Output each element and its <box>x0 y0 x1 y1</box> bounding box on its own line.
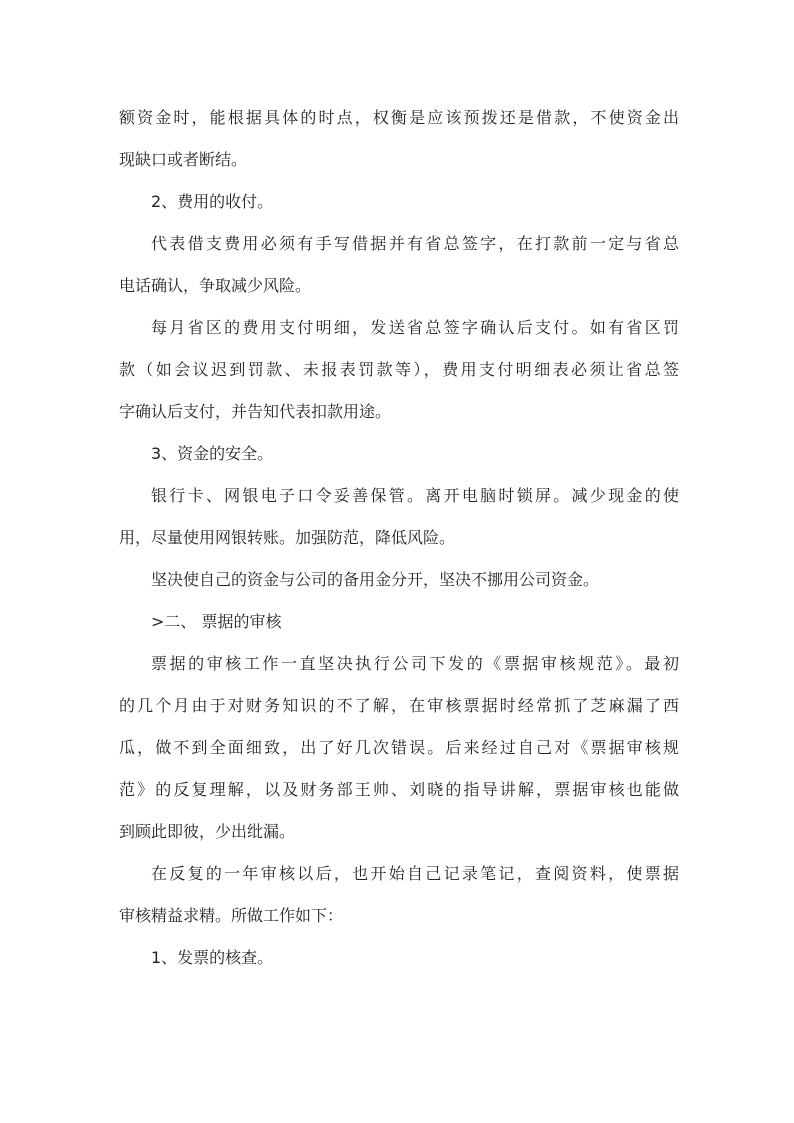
section-heading: 3、资金的安全。 <box>151 444 274 463</box>
text-line: 范》的反复理解，以及财务部王帅、刘晓的指导讲解，票据审核也能做 <box>119 780 679 799</box>
text-line: 代表借支费用必须有手写借据并有省总签字，在打款前一定与省总 <box>151 234 679 253</box>
text-line: 审核精益求精。所做工作如下： <box>119 906 344 925</box>
text-line: 票据的审核工作一直坚决执行公司下发的《票据审核规范》。最初 <box>151 654 679 673</box>
text-line: 电话确认，争取减少风险。 <box>119 276 312 295</box>
text-line: 现缺口或者断结。 <box>119 150 248 169</box>
text-line: 瓜，做不到全面细致，出了好几次错误。后来经过自己对《票据审核规 <box>119 738 679 757</box>
section-heading: 1、发票的核查。 <box>151 948 274 967</box>
text-line: 坚决使自己的资金与公司的备用金分开，坚决不挪用公司资金。 <box>151 570 600 589</box>
document-body <box>119 97 679 979</box>
text-line: 字确认后支付，并告知代表扣款用途。 <box>119 402 392 421</box>
section-heading: >二、 票据的审核 <box>151 612 282 631</box>
text-line: 额资金时，能根据具体的时点，权衡是应该预拨还是借款，不使资金出 <box>119 108 679 127</box>
section-heading: 2、费用的收付。 <box>151 192 274 211</box>
text-line: 到顾此即彼，少出纰漏。 <box>119 822 296 841</box>
text-line: 的几个月由于对财务知识的不了解，在审核票据时经常抓了芝麻漏了西 <box>119 696 679 715</box>
text-line: 用，尽量使用网银转账。加强防范，降低风险。 <box>119 528 456 547</box>
text-line: 银行卡、网银电子口令妥善保管。离开电脑时锁屏。减少现金的使 <box>151 486 679 505</box>
text-line: 在反复的一年审核以后，也开始自己记录笔记，查阅资料，使票据 <box>151 864 679 883</box>
text-line: 每月省区的费用支付明细，发送省总签字确认后支付。如有省区罚 <box>151 318 679 337</box>
text-line: 款（如会议迟到罚款、未报表罚款等），费用支付明细表必须让省总签 <box>119 360 679 379</box>
